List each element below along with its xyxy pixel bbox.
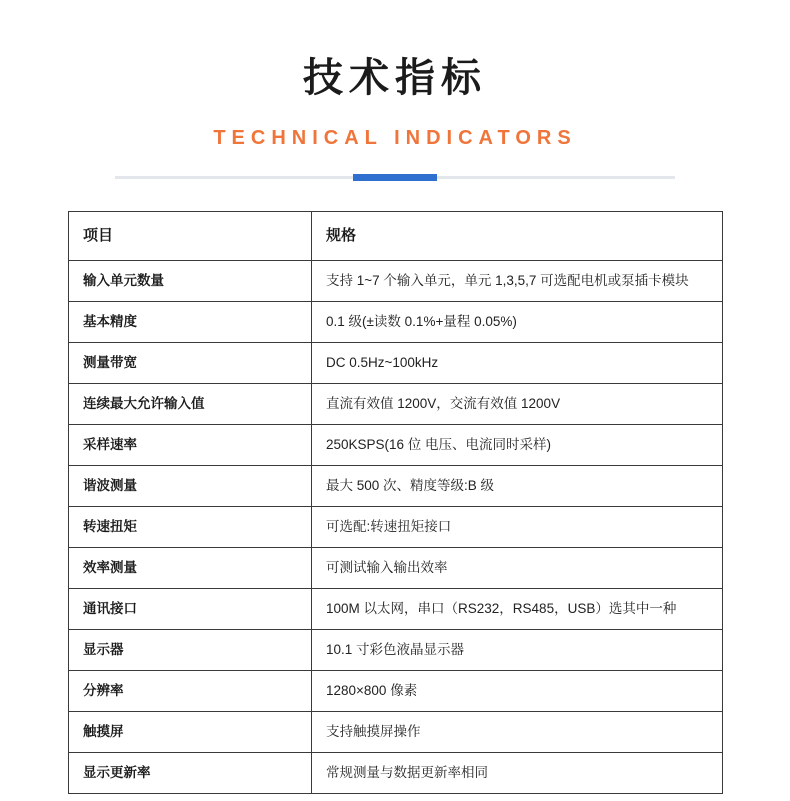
table-row — [69, 261, 723, 302]
table-row — [69, 589, 723, 630]
row-spec-value: 直流有效值 1200V，交流有效值 1200V — [312, 384, 723, 425]
column-header-spec: 规格 — [312, 212, 723, 261]
row-spec-value: 常规测量与数据更新率相同 — [312, 753, 723, 794]
row-spec-value: 100M 以太网，串口（RS232，RS485，USB）选其中一种 — [312, 589, 723, 630]
row-spec-value: 10.1 寸彩色液晶显示器 — [312, 630, 723, 671]
row-spec-value: 支持触摸屏操作 — [312, 712, 723, 753]
row-item-label: 谐波测量 — [69, 466, 312, 507]
table-row — [69, 384, 723, 425]
page-header — [0, 0, 790, 179]
table-row — [69, 507, 723, 548]
row-spec-value: 最大 500 次、精度等级:B 级 — [312, 466, 723, 507]
row-spec-value: 1280×800 像素 — [312, 671, 723, 712]
row-item-label: 转速扭矩 — [69, 507, 312, 548]
row-item-label: 测量带宽 — [69, 343, 312, 384]
table-row — [69, 753, 723, 794]
page-subtitle: TECHNICAL INDICATORS — [213, 127, 577, 149]
spec-table-head — [69, 212, 723, 261]
row-spec-value: 可选配:转速扭矩接口 — [312, 507, 723, 548]
row-spec-value: 支持 1~7 个输入单元，单元 1,3,5,7 可选配电机或泵插卡模块 — [312, 261, 723, 302]
row-spec-value: 250KSPS(16 位 电压、电流同时采样) — [312, 425, 723, 466]
table-row — [69, 302, 723, 343]
table-row — [69, 630, 723, 671]
divider — [115, 176, 675, 179]
table-row — [69, 671, 723, 712]
divider-accent — [353, 174, 437, 181]
table-row — [69, 712, 723, 753]
row-item-label: 基本精度 — [69, 302, 312, 343]
page-title: 技术指标 — [303, 56, 487, 100]
row-spec-value: 0.1 级(±读数 0.1%+量程 0.05%) — [312, 302, 723, 343]
column-header-item: 项目 — [69, 212, 312, 261]
spec-table-body — [69, 261, 723, 794]
spec-table — [68, 211, 723, 794]
row-spec-value: 可测试输入输出效率 — [312, 548, 723, 589]
row-item-label: 触摸屏 — [69, 712, 312, 753]
spec-table-container — [68, 211, 722, 794]
row-item-label: 通讯接口 — [69, 589, 312, 630]
table-row — [69, 343, 723, 384]
row-item-label: 显示更新率 — [69, 753, 312, 794]
table-row — [69, 548, 723, 589]
row-item-label: 效率测量 — [69, 548, 312, 589]
row-item-label: 输入单元数量 — [69, 261, 312, 302]
row-item-label: 显示器 — [69, 630, 312, 671]
row-spec-value: DC 0.5Hz~100kHz — [312, 343, 723, 384]
row-item-label: 分辨率 — [69, 671, 312, 712]
table-row — [69, 466, 723, 507]
row-item-label: 采样速率 — [69, 425, 312, 466]
row-item-label: 连续最大允许输入值 — [69, 384, 312, 425]
table-header-row — [69, 212, 723, 261]
table-row — [69, 425, 723, 466]
